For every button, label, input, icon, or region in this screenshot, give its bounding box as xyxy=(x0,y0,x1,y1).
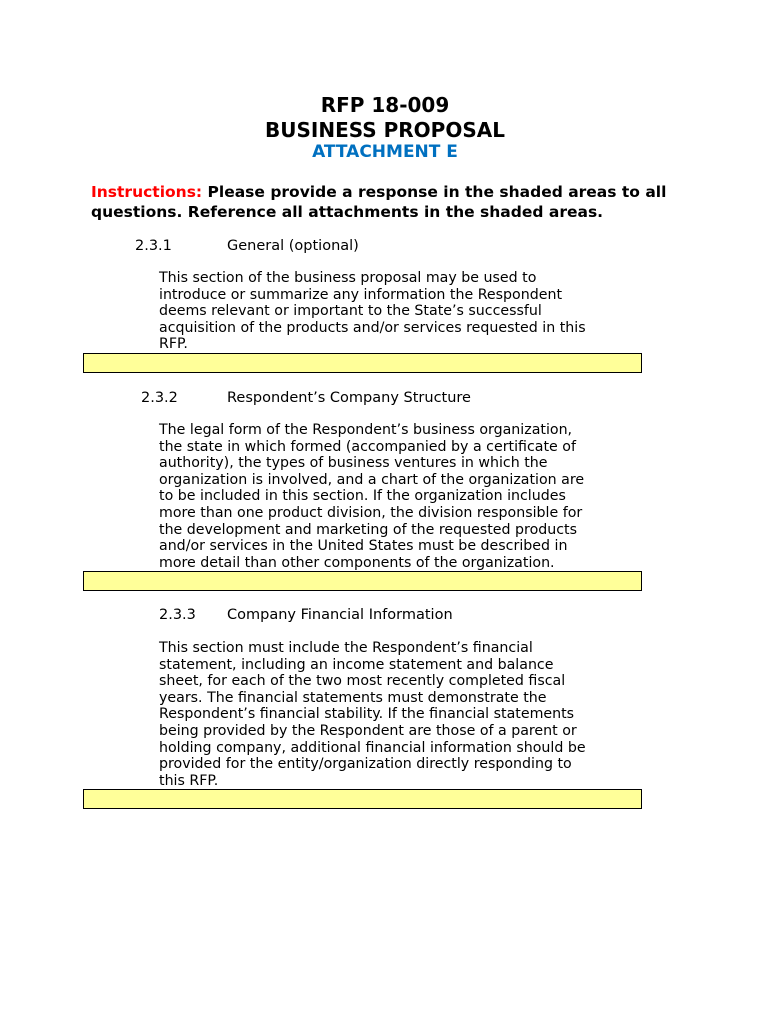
section-number: 2.3.2 xyxy=(141,390,178,406)
response-field-2-3-2[interactable] xyxy=(83,571,642,591)
instructions-label: Instructions: xyxy=(91,183,203,201)
section-title: General (optional) xyxy=(227,238,359,254)
section-title: Company Financial Information xyxy=(227,607,453,623)
rfp-number: RFP 18-009 xyxy=(320,93,450,117)
section-body-2-3-1: This section of the business proposal may be used to introduce or summarize any information the Respondent deems relevant or important to the State’s successful acquisition of the products and/or services requested in this RFP. xyxy=(159,270,586,353)
response-field-2-3-1[interactable] xyxy=(83,353,642,373)
instructions xyxy=(91,182,691,222)
response-field-2-3-3[interactable] xyxy=(83,789,642,809)
instructions-text: Please provide a response in the shaded areas to all questions. Reference all attachments in the shaded areas. xyxy=(91,183,667,221)
section-title: Respondent’s Company Structure xyxy=(227,390,471,406)
document-title: BUSINESS PROPOSAL xyxy=(265,118,505,142)
attachment-label: ATTACHMENT E xyxy=(312,142,458,162)
section-number: 2.3.1 xyxy=(135,238,172,254)
section-body-2-3-3: This section must include the Respondent’s financial statement, including an income statement and balance sheet, for each of the two most recently completed fiscal years. The financial statements must demonstrate the Respondent’s financial stability. If the financial statements being provided by the Respondent are those of a parent or holding company, additional financial information should be provided for the entity/organization directly responding to this RFP. xyxy=(159,640,586,789)
section-body-2-3-2: The legal form of the Respondent’s business organization, the state in which formed (accompanied by a certificate of authority), the types of business ventures in which the organization is involved, and a chart of the organization are to be included in this section. If the organization includes more than one product division, the division responsible for the development and marketing of the requested products and/or services in the United States must be described in more detail than other components of the organization. xyxy=(159,422,585,571)
section-number: 2.3.3 xyxy=(159,607,196,623)
